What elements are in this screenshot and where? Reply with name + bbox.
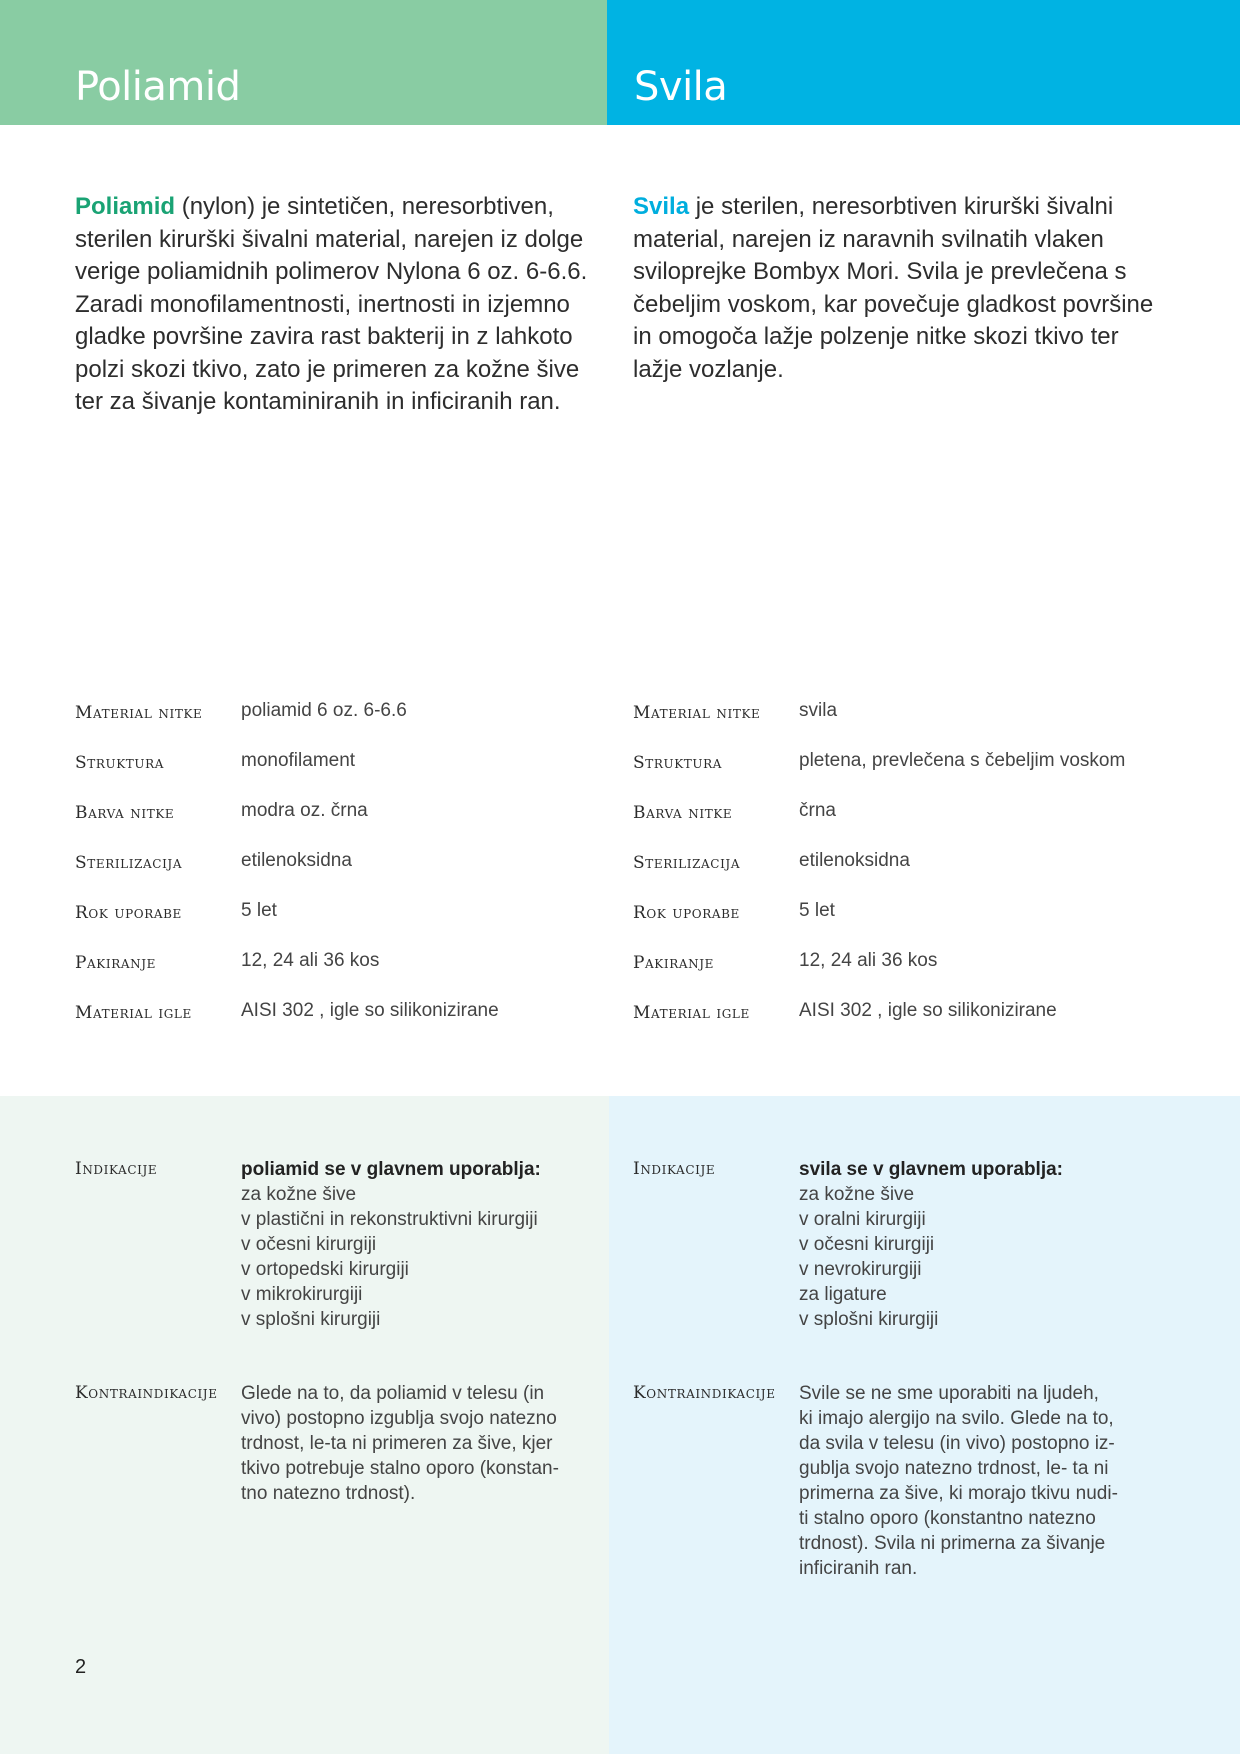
intro-lead: Poliamid <box>75 193 176 220</box>
text-line: gublja svojo natezno trdnost, le- ta ni <box>799 1458 1109 1479</box>
contraindications-body <box>241 1381 559 1506</box>
spec-label: Pakiranje <box>75 953 156 973</box>
spec-value: 5 let <box>241 900 277 921</box>
intro-paragraph <box>75 191 605 289</box>
spec-label: Sterilizacija <box>75 853 183 873</box>
indications-list <box>241 1182 541 1332</box>
contraindications-label: Kontraindikacije <box>633 1383 776 1403</box>
indications-heading: poliamid se v glavnem uporablja: <box>241 1159 541 1180</box>
spec-table-svila <box>633 700 1125 1050</box>
intro-lead: Svila <box>633 193 690 220</box>
spec-label: Struktura <box>633 753 722 773</box>
spec-row <box>633 950 1125 1000</box>
header-svila <box>607 0 1240 125</box>
spec-row <box>75 800 499 850</box>
spec-table-poliamid <box>75 700 499 1050</box>
spec-label: Barva nitke <box>633 803 733 823</box>
intro-text: je sterilen, neresorbtiven kirurški šivalni material, narejen iz naravnih svilnatih vlaken sviloprejke Bombyx Mori. Svila je prevlečena s čebeljim voskom, kar povečuje gladkost površine in omogoča lažje polzenje nitke skozi tkivo ter lažje vozlanje. <box>633 193 1154 383</box>
spec-value: AISI 302 , igle so silikonizirane <box>241 1000 499 1021</box>
contraindications-svila <box>633 1381 1118 1581</box>
spec-row <box>633 900 1125 950</box>
text-line: ki imajo alergijo na svilo. Glede na to, <box>799 1408 1114 1429</box>
indications-svila <box>633 1157 1063 1332</box>
intro-poliamid <box>75 191 605 419</box>
spec-row <box>75 1000 499 1050</box>
indications-label: Indikacije <box>75 1159 158 1179</box>
indications-label: Indikacije <box>633 1159 716 1179</box>
text-line: tno natezno trdnost). <box>241 1483 416 1504</box>
intro-paragraph <box>633 191 1173 386</box>
list-item: v ortopedski kirurgiji <box>241 1259 409 1280</box>
spec-label: Barva nitke <box>75 803 175 823</box>
spec-label: Material igle <box>75 1003 192 1023</box>
spec-label: Sterilizacija <box>633 853 741 873</box>
spec-label: Rok uporabe <box>633 903 740 923</box>
text-line: inficiranih ran. <box>799 1558 918 1579</box>
spec-row <box>633 850 1125 900</box>
text-line: Glede na to, da poliamid v telesu (in <box>241 1383 545 1404</box>
spec-label: Rok uporabe <box>75 903 182 923</box>
list-item: v plastični in rekonstruktivni kirurgiji <box>241 1209 538 1230</box>
text-line: tkivo potrebuje stalno oporo (konstan- <box>241 1458 559 1479</box>
spec-label: Pakiranje <box>633 953 714 973</box>
list-item: v splošni kirurgiji <box>799 1309 939 1330</box>
text-line: primerna za šive, ki morajo tkivu nudi- <box>799 1483 1118 1504</box>
indications-heading: svila se v glavnem uporablja: <box>799 1159 1063 1180</box>
indications-list <box>799 1182 1063 1332</box>
indications-body <box>241 1157 541 1332</box>
spec-label: Material igle <box>633 1003 750 1023</box>
spec-row <box>633 750 1125 800</box>
spec-value: 5 let <box>799 900 835 921</box>
spec-row <box>75 700 499 750</box>
list-item: za ligature <box>799 1284 887 1305</box>
list-item: za kožne šive <box>241 1184 357 1205</box>
indications-poliamid <box>75 1157 541 1332</box>
spec-value: modra oz. črna <box>241 800 368 821</box>
text-line: ti stalno oporo (konstantno natezno <box>799 1508 1096 1529</box>
text-line: Svile se ne sme uporabiti na ljudeh, <box>799 1383 1099 1404</box>
spec-row <box>75 850 499 900</box>
list-item: v očesni kirurgiji <box>241 1234 377 1255</box>
spec-value: 12, 24 ali 36 kos <box>241 950 380 971</box>
text-line: vivo) postopno izgublja svojo natezno <box>241 1408 557 1429</box>
spec-value: svila <box>799 700 838 721</box>
spec-value: črna <box>799 800 836 821</box>
list-item: v mikrokirurgiji <box>241 1284 363 1305</box>
spec-row <box>633 800 1125 850</box>
text-line: trdnost, le-ta ni primeren za šive, kjer <box>241 1433 553 1454</box>
spec-value: etilenoksidna <box>799 850 910 871</box>
contraindications-poliamid <box>75 1381 559 1506</box>
list-item: v očesni kirurgiji <box>799 1234 935 1255</box>
text-line: da svila v telesu (in vivo) postopno iz- <box>799 1433 1115 1454</box>
spec-value: poliamid 6 oz. 6-6.6 <box>241 700 407 721</box>
contraindications-body <box>799 1381 1118 1581</box>
spec-value: etilenoksidna <box>241 850 352 871</box>
text-line: trdnost). Svila ni primerna za šivanje <box>799 1533 1106 1554</box>
intro-paragraph-2: Zaradi monofilamentnosti, inertnosti in izjemno gladke površine zavira rast bakterij in z lahkoto polzi skozi tkivo, zato je primeren za kožne šive ter za šivanje kontaminiranih in inficiranih ran. <box>75 290 580 415</box>
spec-row <box>75 750 499 800</box>
spec-label: Material nitke <box>633 703 761 723</box>
indications-body <box>799 1157 1063 1332</box>
header-poliamid <box>0 0 607 125</box>
page-number: 2 <box>75 1656 87 1678</box>
contraindications-label: Kontraindikacije <box>75 1383 218 1403</box>
spec-label: Material nitke <box>75 703 203 723</box>
spec-row <box>633 700 1125 750</box>
spec-value: pletena, prevlečena s čebeljim voskom <box>799 750 1126 771</box>
intro-svila <box>633 191 1173 386</box>
intro-text: (nylon) je sintetičen, neresorbtiven, sterilen kirurški šivalni material, narejen iz dolge verige poliamidnih polimerov Nylona 6 oz. 6-6.6. <box>75 193 588 285</box>
spec-row <box>75 950 499 1000</box>
title-svila: Svila <box>634 64 728 110</box>
spec-label: Struktura <box>75 753 164 773</box>
list-item: za kožne šive <box>799 1184 915 1205</box>
spec-row <box>75 900 499 950</box>
title-poliamid: Poliamid <box>75 64 241 110</box>
list-item: v nevrokirurgiji <box>799 1259 922 1280</box>
spec-value: monofilament <box>241 750 356 771</box>
list-item: v splošni kirurgiji <box>241 1309 381 1330</box>
spec-row <box>633 1000 1125 1050</box>
spec-value: AISI 302 , igle so silikonizirane <box>799 1000 1057 1021</box>
list-item: v oralni kirurgiji <box>799 1209 926 1230</box>
spec-value: 12, 24 ali 36 kos <box>799 950 938 971</box>
